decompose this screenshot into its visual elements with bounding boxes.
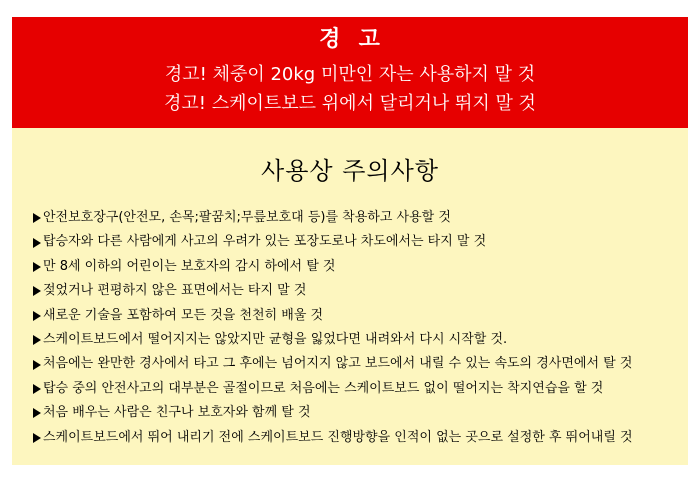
- triangle-right-icon: [33, 238, 41, 248]
- triangle-right-icon: [33, 311, 41, 321]
- list-item-text: 젖었거나 편평하지 않은 표면에서는 타지 말 것: [43, 283, 307, 299]
- precautions-title: 사용상 주의사항: [261, 157, 439, 185]
- list-item: [33, 279, 683, 303]
- list-item: [33, 328, 683, 352]
- list-item-text: 새로운 기술을 포함하여 모든 것을 천천히 배울 것: [43, 307, 324, 323]
- triangle-right-icon: [33, 286, 41, 296]
- triangle-right-icon: [33, 408, 41, 418]
- list-item: [33, 230, 683, 254]
- list-item-text: 안전보호장구(안전모, 손목;팔꿈치;무릎보호대 등)를 착용하고 사용할 것: [43, 210, 451, 225]
- triangle-right-icon: [33, 384, 41, 394]
- list-item: [33, 401, 683, 425]
- list-item-text: 스케이트보드에서 뛰어 내리기 전에 스케이트보드 진행방향을 인적이 없는 곳으로 설정한 후 뛰어내릴 것: [43, 429, 633, 445]
- safety-label: [12, 17, 688, 465]
- warning-banner: [12, 17, 688, 128]
- warning-line-weight: 경고! 체중이 20kg 미만인 자는 사용하지 말 것: [164, 64, 536, 85]
- list-item: [33, 206, 683, 230]
- list-item-text: 탑승자와 다른 사람에게 사고의 우려가 있는 포장도로나 차도에서는 타지 말 것: [43, 234, 487, 250]
- precautions-list: [33, 206, 683, 450]
- triangle-right-icon: [33, 262, 41, 272]
- triangle-right-icon: [33, 360, 41, 370]
- warning-line-running: 경고! 스케이트보드 위에서 달리거나 뛰지 말 것: [164, 93, 536, 114]
- list-item-text: 처음 배우는 사람은 친구나 보호자와 함께 탈 것: [43, 405, 311, 421]
- warning-title: 경 고: [319, 27, 381, 52]
- list-item: [33, 255, 683, 279]
- triangle-right-icon: [33, 213, 41, 223]
- list-item: [33, 304, 683, 328]
- list-item: [33, 352, 683, 376]
- list-item-text: 만 8세 이하의 어린이는 보호자의 감시 하에서 탈 것: [43, 258, 336, 274]
- list-item-text: 스케이트보드에서 떨어지지는 않았지만 균형을 잃었다면 내려와서 다시 시작할 것.: [43, 331, 508, 347]
- list-item-text: 탑승 중의 안전사고의 대부분은 골절이므로 처음에는 스케이트보드 없이 떨어지는 착지연습을 할 것: [43, 380, 604, 396]
- list-item: [33, 426, 683, 450]
- list-item: [33, 377, 683, 401]
- list-item-text: 처음에는 완만한 경사에서 타고 그 후에는 넘어지지 않고 보드에서 내릴 수 있는 속도의 경사면에서 탈 것: [43, 356, 633, 372]
- triangle-right-icon: [33, 433, 41, 443]
- triangle-right-icon: [33, 335, 41, 345]
